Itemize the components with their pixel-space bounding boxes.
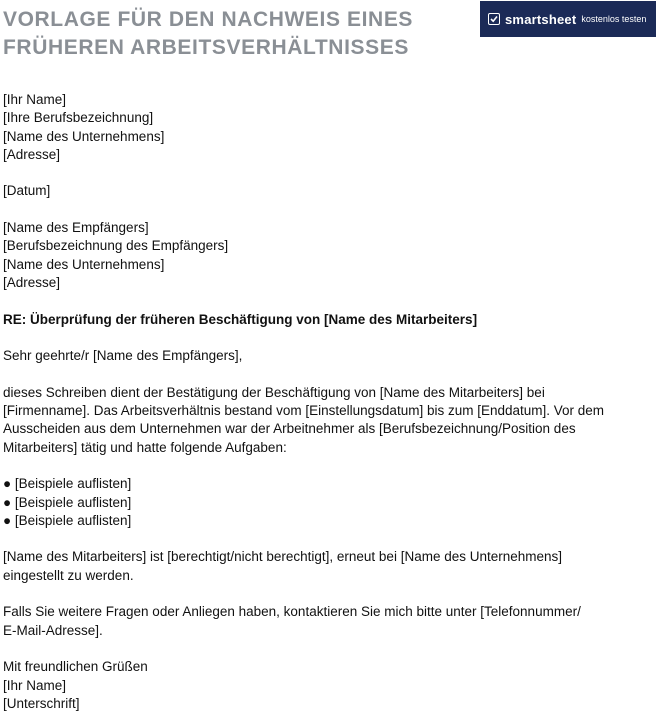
paragraph-rehire bbox=[3, 548, 653, 585]
closing-block bbox=[3, 658, 653, 713]
duties-list bbox=[3, 475, 653, 530]
paragraph-line: Mitarbeiters] tätig und hatte folgende Aufgaben: bbox=[3, 439, 287, 455]
title-line-2: FRÜHEREN ARBEITSVERHÄLTNISSES bbox=[3, 36, 409, 59]
page-title bbox=[3, 6, 413, 62]
free-trial-label: kostenlos testen bbox=[581, 14, 647, 24]
closing-signature: [Unterschrift] bbox=[3, 695, 80, 711]
paragraph-employment bbox=[3, 384, 653, 457]
paragraph-line: [Firmenname]. Das Arbeitsverhältnis bestand vom [Einstellungsdatum] bis zum [Enddatum]. Vor dem bbox=[3, 403, 605, 419]
recipient-name: [Name des Empfängers] bbox=[3, 220, 149, 236]
title-line-1: VORLAGE FÜR DEN NACHWEIS EINES bbox=[3, 8, 414, 31]
paragraph-line: eingestellt zu werden. bbox=[3, 567, 134, 583]
paragraph-line: E-Mail-Adresse]. bbox=[3, 622, 103, 638]
smartsheet-check-icon bbox=[488, 13, 500, 25]
paragraph-line: Falls Sie weitere Fragen oder Anliegen haben, kontaktieren Sie mich bitte unter [Telefonnummer/ bbox=[3, 604, 581, 620]
letter-date: [Datum] bbox=[3, 183, 51, 199]
recipient-job-title: [Berufsbezeichnung des Empfängers] bbox=[3, 238, 229, 254]
paragraph-line: Ausscheiden aus dem Unternehmen war der Arbeitnehmer als [Berufsbezeichnung/Position des bbox=[3, 421, 576, 437]
sender-job-title: [Ihre Berufsbezeichnung] bbox=[3, 110, 154, 126]
closing-name: [Ihr Name] bbox=[3, 677, 67, 693]
sender-company: [Name des Unternehmens] bbox=[3, 128, 165, 144]
paragraph-line: dieses Schreiben dient der Bestätigung der Beschäftigung von [Name des Mitarbeiters] bei bbox=[3, 384, 545, 400]
sender-address: [Adresse] bbox=[3, 146, 61, 162]
sender-block bbox=[3, 91, 653, 164]
list-item: ● [Beispiele auflisten] bbox=[3, 494, 132, 510]
paragraph-contact bbox=[3, 603, 653, 640]
letter-body bbox=[3, 91, 653, 713]
brand-name: smartsheet bbox=[505, 11, 577, 27]
list-item: ● [Beispiele auflisten] bbox=[3, 512, 132, 528]
paragraph-line: [Name des Mitarbeiters] ist [berechtigt/nicht berechtigt], erneut bei [Name des Unternehmens] bbox=[3, 549, 563, 565]
recipient-address: [Adresse] bbox=[3, 274, 61, 290]
list-item: ● [Beispiele auflisten] bbox=[3, 476, 132, 492]
recipient-block bbox=[3, 219, 653, 292]
salutation: Sehr geehrte/r [Name des Empfängers], bbox=[3, 348, 243, 364]
closing-greeting: Mit freundlichen Grüßen bbox=[3, 659, 148, 675]
sender-name: [Ihr Name] bbox=[3, 92, 67, 107]
recipient-company: [Name des Unternehmens] bbox=[3, 256, 165, 272]
subject-line: RE: Überprüfung der früheren Beschäftigung von [Name des Mitarbeiters] bbox=[3, 311, 478, 327]
smartsheet-banner-button[interactable] bbox=[480, 1, 656, 37]
